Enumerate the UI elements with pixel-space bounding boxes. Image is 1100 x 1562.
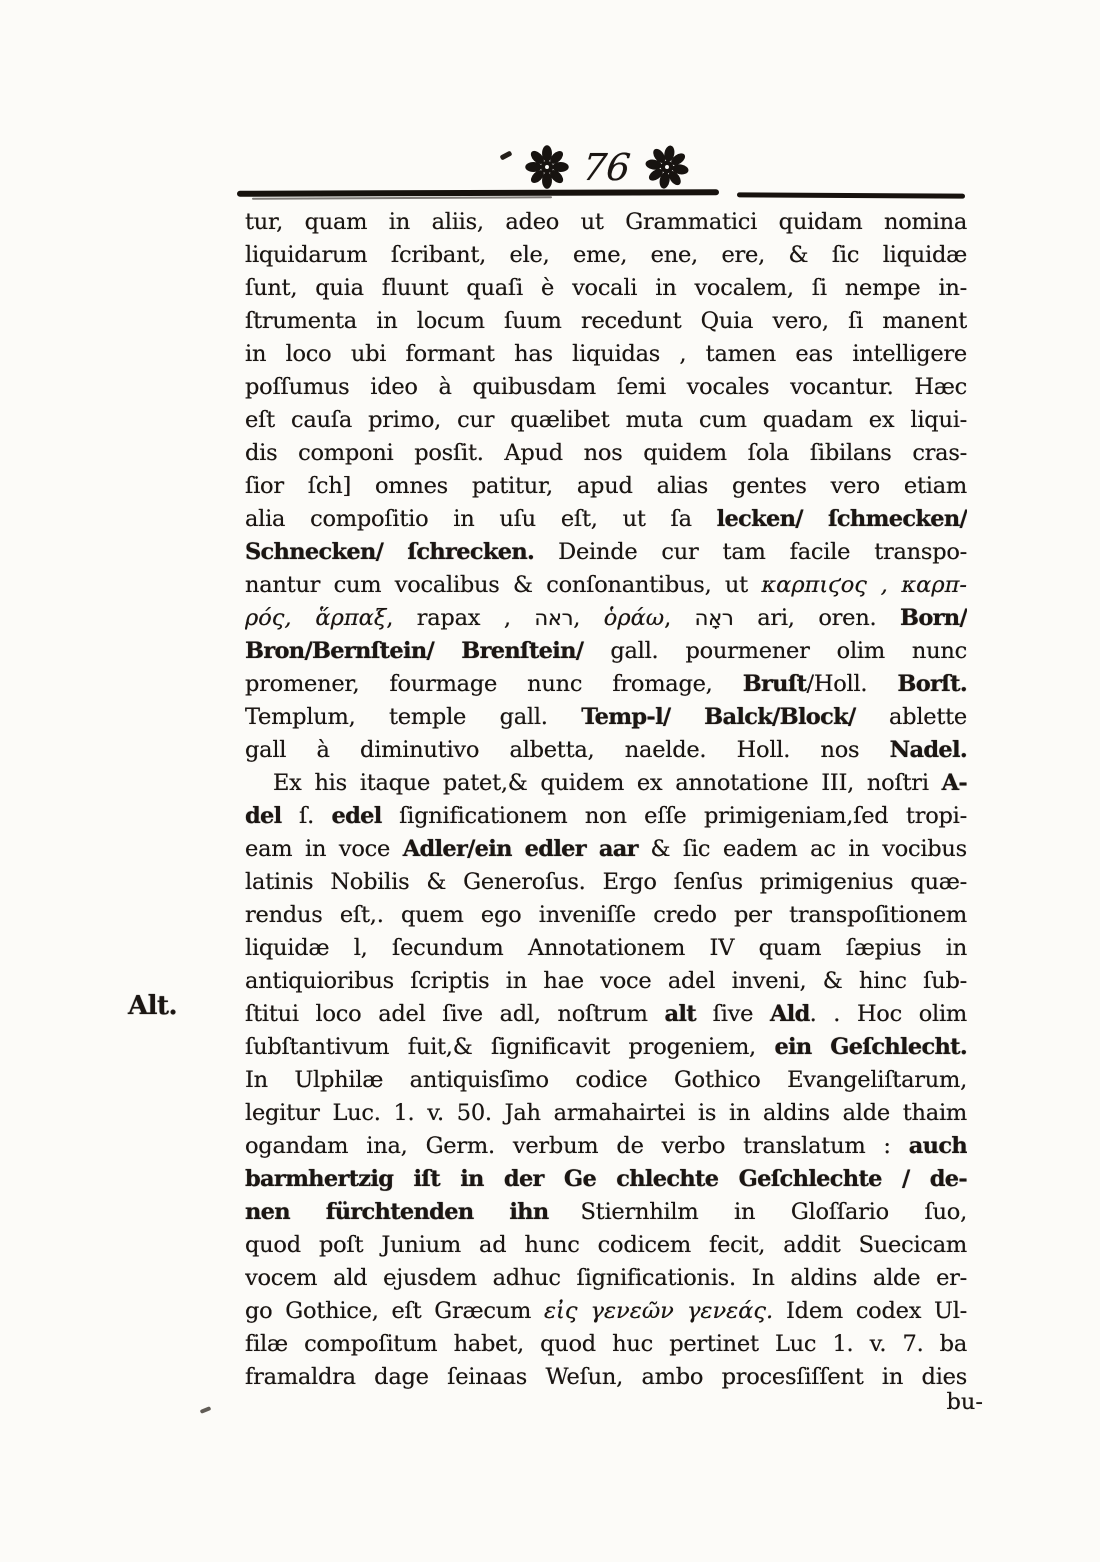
text-line xyxy=(245,602,967,635)
blackletter-text: auch xyxy=(908,1133,967,1159)
greek-text: ρός, ἅρπαξ xyxy=(245,605,387,631)
latin-text: dis componi posſit. Apud nos quidem ſola ſibilans cras- xyxy=(245,440,967,466)
latin-text: vocem ald ejusdem adhuc ſignificationis. In aldins alde er- xyxy=(245,1265,967,1291)
latin-text: ablette xyxy=(855,704,967,730)
page-header xyxy=(497,138,717,196)
blackletter-text: Borſt. xyxy=(897,671,967,697)
latin-text: antiquioribus ſcriptis in hae voce adel inveni, & hinc ſub- xyxy=(245,968,967,994)
latin-text: Templum, temple gall. xyxy=(245,704,582,730)
latin-text: latinis Nobilis & Generoſus. Ergo ſenſus primigenius quæ- xyxy=(245,869,967,895)
blackletter-text: Schnecken/ ſchrecken. xyxy=(245,539,535,565)
text-line xyxy=(245,899,967,932)
latin-text: in loco ubi formant has liquidas , tamen eas intelligere xyxy=(245,341,967,367)
margin-note: Alt. xyxy=(128,991,178,1021)
text-line xyxy=(245,1196,967,1229)
blackletter-text: Adler/ein edler aar xyxy=(402,836,638,862)
blackletter-text: A- xyxy=(941,770,967,796)
text-line xyxy=(245,371,967,404)
greek-text: ὁράω xyxy=(603,605,665,631)
blackletter-text: lecken/ ſchmecken/ xyxy=(716,506,967,532)
latin-text: quod poſt Junium ad hunc codicem fecit, addit Suecicam xyxy=(245,1232,967,1258)
latin-text: ogandam ina, Germ. verbum de verbo translatum : xyxy=(245,1133,909,1159)
text-line xyxy=(245,1031,967,1064)
text-line xyxy=(245,800,967,833)
header-rule-right xyxy=(737,192,965,198)
blackletter-text: ein Geſchlecht. xyxy=(774,1034,967,1060)
latin-text: filæ compoſitum habet, quod huc pertinet Luc 1. v. 7. ba xyxy=(245,1331,967,1357)
text-line xyxy=(245,536,967,569)
text-block xyxy=(245,206,967,1394)
latin-text: In Ulphilæ antiquisſimo codice Gothico Evangeliſtarum, xyxy=(245,1067,967,1093)
fleuron-rosette-icon xyxy=(524,143,570,191)
latin-text: ſive xyxy=(695,1001,770,1027)
latin-text: Ex his itaque patet,& quidem ex annotatione III, noſtri xyxy=(273,770,942,796)
text-line xyxy=(245,206,967,239)
text-line xyxy=(245,569,967,602)
text-line xyxy=(245,932,967,965)
text-line xyxy=(245,1328,967,1361)
latin-text: framaldra dage ſeinaas Weſun, ambo procesſiſſent in dies xyxy=(245,1364,967,1390)
latin-text: gall. pourmener olim nunc xyxy=(583,638,967,664)
blackletter-text: del xyxy=(245,803,282,829)
hebrew-text: ראה xyxy=(534,606,574,630)
latin-text: legitur Luc. 1. v. 50. Jah armahairtei is in aldins alde thaim xyxy=(245,1100,967,1126)
blackletter-text: nen fürchtenden ihn xyxy=(245,1199,549,1225)
text-line xyxy=(245,635,967,668)
text-line xyxy=(245,239,967,272)
latin-text: promener, fourmage nunc fromage, xyxy=(245,671,743,697)
latin-text: /Holl. xyxy=(806,671,898,697)
latin-text: liquidarum ſcribant, ele, eme, ene, ere, & ſic liquidæ xyxy=(245,242,967,268)
hebrew-text: ראָה xyxy=(694,606,734,630)
page-number: 76 xyxy=(581,145,633,189)
latin-text: ſior ſch] omnes patitur, apud alias gentes vero etiam xyxy=(245,473,967,499)
blackletter-text: alt xyxy=(664,1001,696,1027)
text-line xyxy=(245,1064,967,1097)
text-line xyxy=(245,1163,967,1196)
text-line xyxy=(245,866,967,899)
latin-text: tur, quam in aliis, adeo ut Grammatici quidam nomina xyxy=(245,209,967,235)
latin-text: , xyxy=(573,605,604,631)
latin-text: poſſumus ideo à quibusdam ſemi vocales vocantur. Hæc xyxy=(245,374,967,400)
blackletter-text: Born/ xyxy=(900,605,967,631)
fleuron-rosette-icon xyxy=(644,143,690,191)
latin-text: eam in voce xyxy=(245,836,403,862)
latin-text: ſtrumenta in locum ſuum recedunt Quia vero, ſi manent xyxy=(245,308,967,334)
latin-text: liquidæ l, ſecundum Annotationem IV quam ſæpius in xyxy=(245,935,967,961)
text-line xyxy=(245,437,967,470)
text-line xyxy=(245,338,967,371)
text-line xyxy=(245,998,967,1031)
greek-text: καρπιϛος , καρπ- xyxy=(761,572,967,598)
latin-text: Idem codex Ul- xyxy=(773,1298,967,1324)
text-line xyxy=(245,503,967,536)
ink-speck-icon xyxy=(200,1406,212,1414)
catchword: bu- xyxy=(946,1389,983,1415)
text-line xyxy=(245,1262,967,1295)
blackletter-text: barmhertzig iſt in der Ge chlechte Geſchlechte / de- xyxy=(245,1166,967,1192)
latin-text: eſt cauſa primo, cur quælibet muta cum quadam ex liqui- xyxy=(245,407,967,433)
latin-text: alia compoſitio in uſu eſt, ut ſa xyxy=(245,506,717,532)
latin-text: gall à diminutivo albetta, naelde. Holl. nos xyxy=(245,737,890,763)
latin-text: , rapax , xyxy=(386,605,535,631)
text-line xyxy=(245,668,967,701)
text-line xyxy=(245,404,967,437)
text-line xyxy=(245,1229,967,1262)
latin-text: Stiernhilm in Gloſſario ſuo, xyxy=(580,1199,967,1225)
blackletter-text: Bruſt xyxy=(742,671,807,697)
latin-text: , xyxy=(664,605,695,631)
latin-text: ari, oren. xyxy=(733,605,901,631)
blackletter-text: Bron/Bernſtein/ Brenſtein/ xyxy=(245,638,584,664)
text-line xyxy=(245,1097,967,1130)
text-line xyxy=(245,305,967,338)
blackletter-text: Ald xyxy=(769,1001,810,1027)
text-line xyxy=(245,1295,967,1328)
text-line xyxy=(245,833,967,866)
latin-text: ſtitui loco adel ſive adl, noſtrum xyxy=(245,1001,665,1027)
latin-text: ſubſtantivum fuit,& ſignificavit progeniem, xyxy=(245,1034,775,1060)
text-line xyxy=(245,734,967,767)
blackletter-text: Temp-l/ Balck/Block/ xyxy=(581,704,856,730)
blackletter-text: Nadel. xyxy=(889,737,967,763)
text-line xyxy=(245,272,967,305)
latin-text: & ſic eadem ac in vocibus xyxy=(637,836,967,862)
latin-text: ſignificationem non eſſe primigeniam,ſed tropi- xyxy=(381,803,967,829)
latin-text: . . Hoc olim xyxy=(809,1001,967,1027)
latin-text: rendus eſt,. quem ego inveniſſe credo per transpoſitionem xyxy=(245,902,967,928)
latin-text: go Gothice, eſt Græcum xyxy=(245,1298,544,1324)
latin-text: Deinde cur tam facile transpo- xyxy=(534,539,967,565)
text-line xyxy=(245,701,967,734)
header-rule-left-shadow xyxy=(252,196,552,200)
text-line xyxy=(245,965,967,998)
text-line xyxy=(245,470,967,503)
latin-text: ſunt, quia fluunt quaſi è vocali in vocalem, ſi nempe in- xyxy=(245,275,967,301)
text-line xyxy=(245,767,967,800)
text-line xyxy=(245,1130,967,1163)
blackletter-text: edel xyxy=(331,803,382,829)
latin-text: ſ. xyxy=(281,803,332,829)
greek-text: εἰς γενεῶν γενεάς. xyxy=(543,1298,774,1324)
latin-text: nantur cum vocalibus & conſonantibus, ut xyxy=(245,572,762,598)
